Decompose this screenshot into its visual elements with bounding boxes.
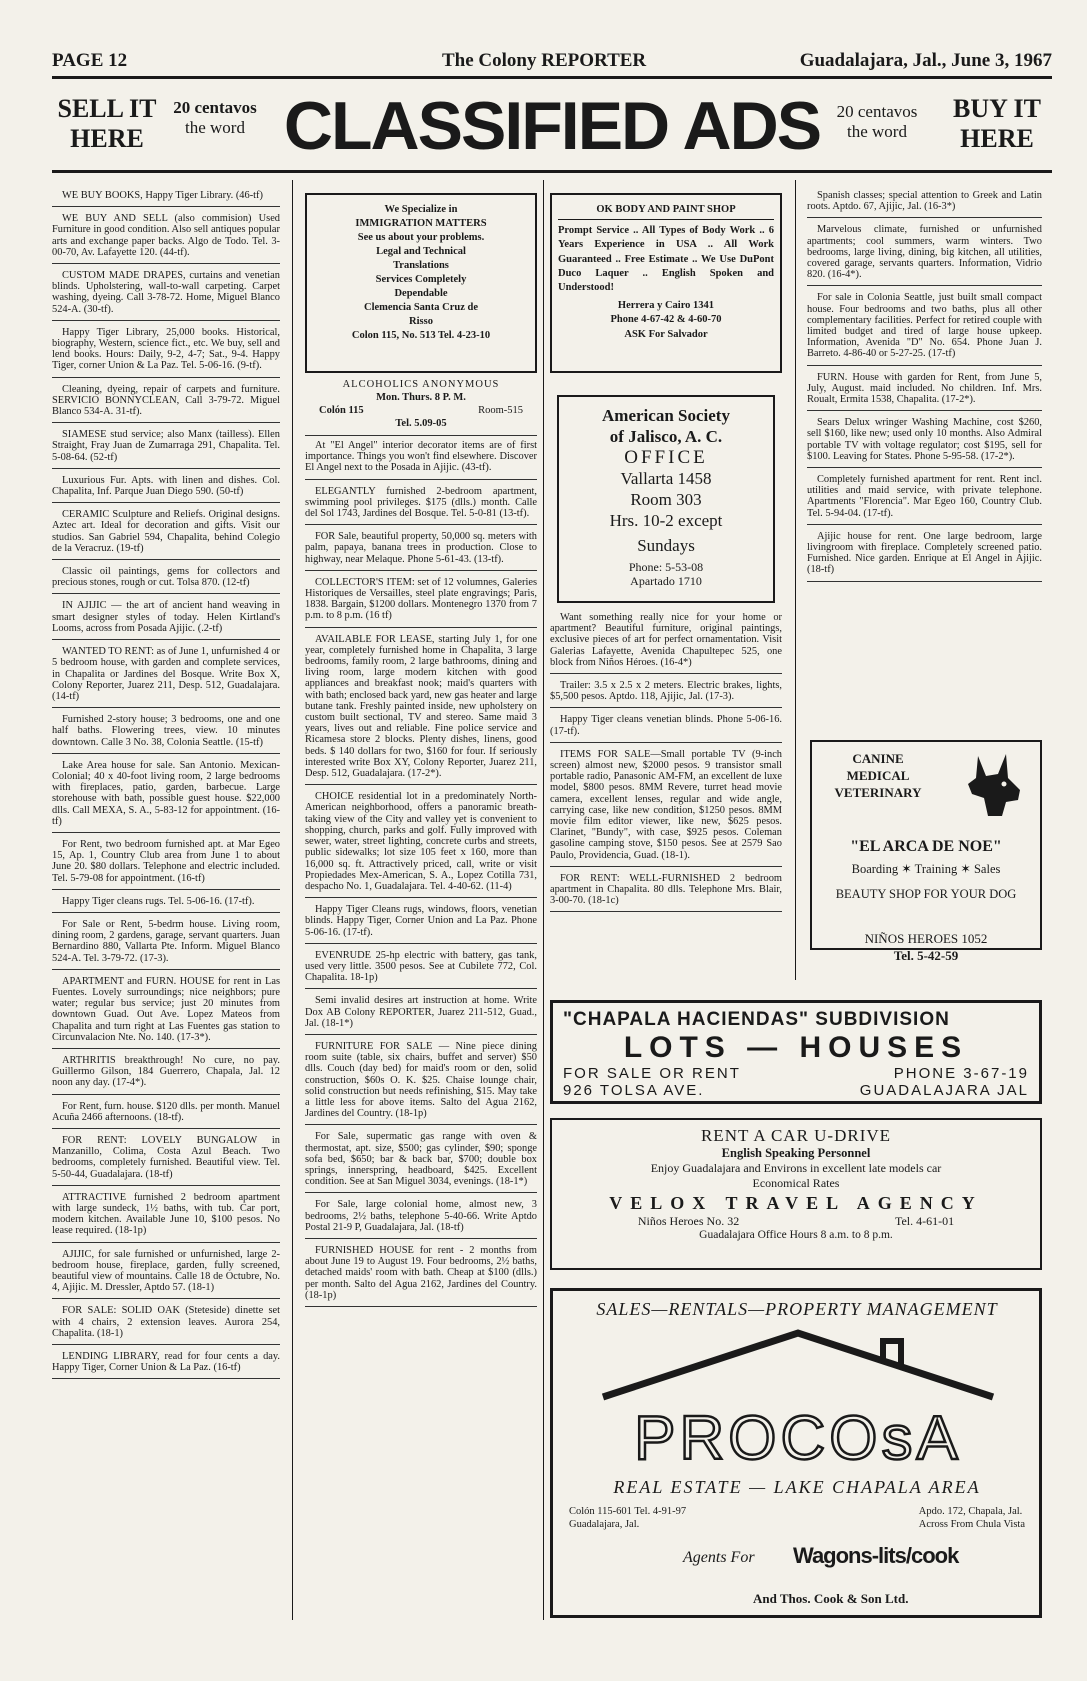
ad-text: ITEMS FOR SALE—Small portable TV (9-inch screen) almost new, $2000 pesos. 9 transistor small portable radio, Panasonic AM-FM, an excellent de luxe model, $800 pesos. 8MM Revere, turret head movie camera, excellent lenses, regular and wide angle, carrying case, like new condition, $1250 pesos. 8MM movie film editor viewer, like new, $625 pesos. Clarinet, "Bundy", with case, $925 pesos. Coleman gasoline camping stove, $150 pesos. See at 2579 Sao Paulo, Providencia, Guad. (18-1). [550, 748, 782, 861]
classified-ad [550, 873, 782, 913]
body-shop-ask: ASK For Salvador [624, 328, 708, 340]
classified-ad [305, 1041, 537, 1125]
classified-ad [52, 760, 280, 833]
chapala-city: GUADALAJARA JAL [859, 1082, 1029, 1099]
imm-line: Colon 115, No. 513 Tel. 4-23-10 [351, 330, 491, 341]
classified-ad [52, 270, 280, 321]
ad-text: CHOICE residential lot in a predominately North-American neighborhood, offers a panoramic breath-taking view of the City and valley yet is convenient to shopping, church, parks and golf. Fully improved with sewer, water, street lighting, concrete curbs and streets, public sidewalks; lot size 105 feet x 160, more than 16,000 sq. ft. Attractively priced, call, write or visit Propiedades Mex-American, S. A., Lopez Cotilla 731, despacho No. 1, Guadalajara. Tel. 4-40-62. (11-4) [305, 791, 537, 892]
body-shop-title: OK BODY AND PAINT SHOP [558, 203, 774, 220]
imm-line: Risso [409, 316, 433, 327]
dateline: Guadalajara, Jal., June 3, 1967 [799, 50, 1052, 71]
price-left-line1: 20 centavos [173, 98, 257, 117]
ad-text: Marvelous climate, furnished or unfurnished apartments; cool summers, warm winters. Two bedrooms, large living, dining, big kitchen, all utilities, covered garage, servants quarters. Information, Vidrio 820. (16-4*). [807, 224, 1042, 281]
alcoholics-anonymous-ad [305, 378, 537, 436]
rentacar-line: Enjoy Guadalajara and Environs in excellent late models car [650, 1161, 942, 1175]
classified-ad [52, 919, 280, 970]
classified-ad [52, 213, 280, 264]
classified-ad [52, 1135, 280, 1186]
procosa-address-line: Colón 115-601 Tel. 4-91-97 [569, 1506, 687, 1517]
classified-ad [550, 680, 782, 708]
ad-text: Cleaning, dyeing, repair of carpets and furniture. SERVICIO BONNYCLEAN, Call 3-79-72. Miguel Blanco 534-A. 31-tf). [52, 383, 280, 418]
vet-beauty: BEAUTY SHOP FOR YOUR DOG [835, 887, 1017, 901]
ad-text: AJIJIC, for sale furnished or unfurnished, large 2-bedroom house, fireplace, garden, fully screened, beautiful view of mountains. Calle 18 de Octubre, No. 4, Ajijic. M. Dressler, Aptdo 57. (18-1) [52, 1248, 280, 1294]
ad-text: Happy Tiger Cleans rugs, windows, floors, venetian blinds. Happy Tiger, Corner Union and La Paz. Phone 5-06-16. (17-tf). [305, 904, 537, 938]
classified-ad [52, 1101, 280, 1129]
classified-ad [305, 995, 537, 1035]
classified-ad [305, 634, 537, 786]
vet-title [818, 750, 938, 801]
dog-head-icon [958, 750, 1028, 820]
classified-ad [550, 749, 782, 867]
thos-cook: And Thos. Cook & Son Ltd. [753, 1591, 909, 1606]
classified-ad [807, 292, 1042, 365]
ad-text: AVAILABLE FOR LEASE, starting July 1, for one year, completely furnished home in Chapalita, 3 large bedrooms, family room, 2 large bathrooms, dining and living room, large modern kitchen with good appliances and breakfast nook; maid's quarters with with bath; enclosed back yard, new gas heater and large butane tank. Freshly painted inside, new upholstery on custom built sectional, TV and stereo. Same maid 3 years, lives out and reliable. Fine police service and Ricamesa store 2 blocks. Plenty dishes, linens, good beds. $ 140 dollars for two, $160 for four. If seriously interested write Box XY, Colony Reporter, Juarez 211, Desp. 512, Guadalajara. (17-2*). [305, 633, 537, 780]
american-society-ad [557, 395, 775, 603]
ad-text: FURN. House with garden for Rent, from June 5, July, August. maid included. No children. Inf. Mrs. Roualt, Ermita 1538, Chapalita. (17-2*). [807, 371, 1042, 406]
ad-text: ELEGANTLY furnished 2-bedroom apartment, swimming pool privileges. $175 (dlls.) month. Calle del Sol 1743, Jardines del Bosque. Tel. 5-0-81 (13-tf). [305, 485, 537, 520]
ams-line: Vallarta 1458 [620, 469, 712, 488]
ad-text: For sale in Colonia Seattle, just built small compact house. Four bedrooms and two baths, plus all other complementary facilities. Perfect for retired couple with limited budget and tired of large house upkeep. Information, Avenida "D" No. 654. Phone Juan J. Barreto. 4-86-40 or 5-27-25. (17-tf) [807, 292, 1042, 360]
imm-line: IMMIGRATION MATTERS [355, 218, 487, 229]
ad-text: ATTRACTIVE furnished 2 bedroom apartment with large sundeck, 1½ baths, with tub. Car port, modern kitchen. Available June 10, $100 pesos. No lease required. (18-1p) [52, 1191, 280, 1237]
price-right-line2: the word [847, 122, 907, 141]
rentacar-title: RENT A CAR U-DRIVE [700, 1126, 892, 1145]
alc-tel: Tel. 5.09-05 [395, 418, 447, 429]
rentacar-address: Niños Heroes No. 32 [637, 1214, 740, 1228]
rentacar-line: English Speaking Personnel [721, 1146, 871, 1160]
chapala-title: "CHAPALA HACIENDAS" SUBDIVISION [563, 1009, 950, 1030]
vet-name: "EL ARCA DE NOE" [850, 838, 1002, 855]
vet-services: Boarding ✶ Training ✶ Sales [851, 862, 1001, 876]
classified-ad [550, 714, 782, 742]
vet-title-line: VETERINARY [834, 785, 922, 800]
immigration-ad [305, 193, 537, 373]
chapala-lots-houses: LOTS — HOUSES [623, 1031, 969, 1064]
price-right [832, 102, 922, 142]
alc-hours: Mon. Thurs. 8 P. M. [376, 392, 466, 403]
ad-text: Ajijic house for rent. One large bedroom, large livingroom with fireplace. Completely screened patio. Furnished. Nice garden. Enrique at El Angel in Ajijic. (18-tf) [807, 530, 1042, 576]
ad-text: For Rent, furn. house. $120 dlls. per month. Manuel Acuña 2466 afternoons. (18-tf). [52, 1100, 280, 1123]
classified-ad [52, 1192, 280, 1243]
classified-ad [550, 612, 782, 674]
procosa-address-line: Guadalajara, Jal. [569, 1519, 640, 1530]
classified-ad [52, 976, 280, 1049]
rentacar-contact [560, 1214, 1032, 1229]
ad-text: FURNISHED HOUSE for rent - 2 months from about June 19 to August 19. Four bedrooms, 2½ baths, detached maids' room with bath. Cheap at $100 (dlls.) per month. Salto del Agua 2162, Jardines del Country. (18-1p) [305, 1244, 537, 1301]
ad-text: FURNITURE FOR SALE — Nine piece dining room suite (table, six chairs, buffet and server) $50 dlls. Couch (day bed) for maid's room or den, solid construction, $60s O. K. $25. Chaise lounge chair, solid construction but needs refinishing, $15. May take a little less for above items. Salto del Agua 2162, Jardines del Country. (18-1p) [305, 1040, 537, 1120]
ad-text: EVENRUDE 25-hp electric with battery, gas tank, used very little. 3500 pesos. See at Cubilete 772, Col. Chapalita. 18-1p) [305, 949, 537, 984]
price-left-line2: the word [185, 118, 245, 137]
ad-text: FOR Sale, beautiful property, 50,000 sq. meters with palm, papaya, banana trees in production. Close to highway, near Melaque. Phone 5-61-43. (13-tf). [305, 531, 537, 565]
body-shop-phone: Phone 4-67-42 & 4-60-70 [610, 314, 722, 326]
classified-ad [52, 839, 280, 890]
classified-ad [52, 509, 280, 560]
classified-ad [52, 429, 280, 469]
classified-ad [52, 384, 280, 424]
column-divider [292, 180, 293, 1620]
imm-line: Dependable [394, 288, 448, 299]
ams-phone: Phone: 5-53-08 [628, 560, 704, 574]
chapala-phone: PHONE 3-67-19 [893, 1065, 1029, 1082]
page-header [52, 48, 1052, 74]
ad-text: For Sale, large colonial home, almost new, 3 bedrooms, 2½ baths, telephone 5-40-66. Write Aptdo Postal 21-9 P, Guadalajara, Jal. (18-tf) [305, 1199, 537, 1233]
ad-text: WE BUY BOOKS, Happy Tiger Library. (46-tf) [62, 190, 263, 201]
procosa-address-line: Apdo. 172, Chapala, Jal. [918, 1506, 1023, 1517]
price-left [170, 98, 260, 138]
ad-text: FOR RENT: LOVELY BUNGALOW in Manzanillo, Colima, Costa Azul Beach. Two bedrooms, completely furnished. Beautiful view. Tel. 5-50-44, Guadalajara. (18-tf) [52, 1135, 280, 1180]
classified-ad [305, 791, 537, 898]
ad-text: COLLECTOR'S ITEM: set of 12 volumnes, Galeries Historiques de Versailles, steel plate engravings; Paris, 1838. Bargain, $1200 dollars. Montenegro 1370 from 7 p.m. to 8 p.m. (16 tf) [305, 576, 537, 622]
procosa-address-right [919, 1505, 1025, 1531]
classified-ad [305, 1199, 537, 1239]
ad-text: Lake Area house for sale. San Antonio. Mexican-Colonial; 40 x 40-foot living room, 2 large bedrooms with fireplaces, patio, garden, barbecue. Large storehouse with bath, possible guest house. $22,000 dlls. Call MEXA, S. A., 5-83-12 for appointment. (16-tf) [52, 759, 280, 827]
classified-banner [52, 88, 1052, 164]
body-shop-ad [550, 193, 782, 373]
ad-text: For Sale or Rent, 5-bedrm house. Living room, dining room, 2 gardens, garage, servant quarters. Juan Bernardino 880, Vallarta Pte. Inform. Miguel Blanco 524-A. Tel. 3-79-72. (17-3). [52, 918, 280, 964]
classified-ad [305, 440, 537, 480]
vet-title-line: MEDICAL [846, 768, 910, 783]
classified-ad [305, 1245, 537, 1307]
buy-line1: BUY IT [953, 94, 1041, 123]
classified-ad [807, 190, 1042, 218]
imm-line: We Specialize in [384, 204, 458, 215]
classified-ad [807, 531, 1042, 582]
ams-line: Sundays [637, 536, 695, 555]
ad-text: CUSTOM MADE DRAPES, curtains and venetian blinds. Upholstering, wall-to-wall carpeting. Carpet washing, dyeing. Call 3-78-72. Home, Miguel Blanco 524-A. (30-tf). [52, 270, 280, 315]
chapala-row [563, 1082, 1029, 1099]
ad-text: Classic oil paintings, gems for collectors and precious stones, rough or cut. Tolsa 870. (12-tf) [52, 566, 280, 589]
classified-ad [52, 566, 280, 594]
sell-line1: SELL IT [57, 94, 157, 123]
ams-line: American Society [602, 406, 730, 425]
ad-text: ARTHRITIS breakthrough! No cure, no pay. Guillermo Gilson, 184 Guerrero, Chapala, Jal. 12 noon any day. (17-4*). [52, 1054, 280, 1089]
sell-it-here [52, 94, 162, 154]
ad-text: LENDING LIBRARY, read for four cents a day. Happy Tiger, Corner Union & La Paz. (16-tf) [52, 1351, 280, 1374]
ad-text: WANTED TO RENT: as of June 1, unfurnished 4 or 5 bedroom house, with garden and complete services, in Chapalita or Jardines del Bosque. Write Box X, Colony Reporter, Juarez 211, Desp. 512, Guadalajara. (14-tf) [52, 646, 280, 702]
ad-text: Want something really nice for your home or apartment? Beautiful furniture, original paintings, exclusive pieces of art for perfect ornamentation. Visit Galerias Lafayette, Avenida Chapultepec 525, one block from Niños Héroes. (16-4*) [550, 612, 782, 668]
classified-ad [305, 531, 537, 571]
ad-text: Happy Tiger Library, 25,000 books. Historical, biography, Western, science fict., etc. We buy, sell and lend books. Hours: Daily, 9-2, 4-7; Sat., 9-4. Happy Tiger, corner Union & La Paz. Tel. 5-06-16. (9-tf). [52, 326, 280, 372]
ad-text: FOR RENT: WELL-FURNISHED 2 bedroom apartment in Chapalita. 80 dlls. Telephone Mrs. Blair, 3-00-70. (18-1c) [550, 872, 782, 907]
classified-ad [52, 600, 280, 640]
vet-address: NIÑOS HEROES 1052 [864, 931, 988, 946]
buy-it-here [942, 94, 1052, 154]
procosa-subtitle: REAL ESTATE — LAKE CHAPALA AREA [613, 1477, 981, 1497]
column-divider [543, 180, 544, 1620]
classified-ad [305, 486, 537, 526]
ams-line: of Jalisco, A. C. [609, 427, 723, 446]
imm-line: See us about your problems. [357, 232, 485, 243]
imm-line: Clemencia Santa Cruz de [363, 302, 479, 313]
procosa-ad [550, 1288, 1042, 1618]
classified-ad [52, 646, 280, 708]
ad-text: IN AJIJIC — the art of ancient hand weaving in smart designer styles of today. Helen Kirtland's Looms, across from Posada Ajijic. (.2-tf) [52, 600, 280, 634]
body-shop-address: Herrera y Cairo 1341 [617, 300, 715, 312]
header-rule [52, 76, 1052, 79]
ad-text: Spanish classes; special attention to Greek and Latin roots. Aptdo. 67, Ajijic, Jal. (16-3*) [807, 190, 1042, 213]
chapala-sale: FOR SALE OR RENT [563, 1065, 741, 1082]
rent-a-car-ad [550, 1118, 1042, 1270]
classified-ad [52, 714, 280, 754]
ad-text: For Sale, supermatic gas range with oven & thermostat, apt. size, $500; gas cylinder, $90; sponge sofa bed, $650; bar & back bar, $700; double box springs, innerspring, headboard, $425. Excellent condition. See at San Miguel 3034, evenings. (18-1*) [305, 1131, 537, 1188]
ad-text: For Rent, two bedroom furnished apt. at Mar Egeo 15, Ap. 1, Country Club area from June 1 to about June 20. $80 dollars. Telephone and electric included. Tel. 5-79-08 for appointment. (16-tf) [52, 838, 280, 884]
column-2 [305, 440, 537, 1313]
ad-text: CERAMIC Sculpture and Reliefs. Original designs. Aztec art. Ideal for decoration and gifts. Visit our studios. San Gabriel 594, Chapalita, behind Colegio de la Veracruz. (19-tf) [52, 509, 280, 554]
column-4 [807, 190, 1042, 588]
classified-ad [52, 475, 280, 503]
classified-ad [807, 417, 1042, 468]
classified-ad [52, 1249, 280, 1300]
alc-address-row [305, 404, 537, 417]
ad-text: Sears Delux wringer Washing Machine, cost $260, sell $160, like new; used only 10 months. Also Admiral portable TV with voltage regulator; cost $195, sell for $100. Leaving for States. Phone 5-95-58. (17-2*). [807, 417, 1042, 462]
column-1 [52, 190, 280, 1385]
page-number: PAGE 12 [52, 50, 128, 71]
newspaper-name: The Colony REPORTER [442, 50, 647, 71]
procosa-tagline: SALES—RENTALS—PROPERTY MANAGEMENT [596, 1299, 998, 1319]
classified-ad [807, 224, 1042, 286]
classified-ad [807, 474, 1042, 525]
imm-line: Translations [393, 260, 449, 271]
rentacar-line: Economical Rates [752, 1176, 840, 1190]
classified-title: CLASSIFIED ADS [283, 88, 821, 164]
price-right-line1: 20 centavos [836, 102, 918, 121]
procosa-address-left [569, 1505, 686, 1531]
velox-agency: VELOX TRAVEL AGENCY [609, 1193, 983, 1213]
classified-ad [52, 1305, 280, 1345]
sell-line2: HERE [70, 124, 144, 153]
body-shop-text: Prompt Service .. All Types of Body Work .. 6 Years Experience in USA .. All Work Guaranteed .. Free Estimate .. We Use DuPont Duco Laquer .. English Spoken and Understood! [558, 225, 774, 294]
ad-text: SIAMESE stud service; also Manx (tailless). Ellen Straight, Fray Juan de Zumarraga 291, Chapalita. Tel. 5-08-64. (52-tf) [52, 429, 280, 463]
ams-line: Room 303 [630, 490, 702, 509]
alc-title: ALCOHOLICS ANONYMOUS [342, 379, 500, 390]
chapala-haciendas-ad [550, 1000, 1042, 1104]
vet-title-line: CANINE [852, 751, 904, 766]
classified-ad [52, 1055, 280, 1095]
column-divider [795, 180, 796, 980]
ad-text: Happy Tiger cleans venetian blinds. Phone 5-06-16. (17-tf). [550, 714, 782, 737]
ad-text: FOR SALE: SOLID OAK (Steteside) dinette set with 4 chairs, 2 extension leaves. Aurora 254, Chapalita. (18-1) [52, 1305, 280, 1339]
procosa-agents: Agents For [683, 1549, 755, 1566]
classified-ad [807, 372, 1042, 412]
imm-line: Services Completely [375, 274, 467, 285]
ad-text: APARTMENT and FURN. HOUSE for rent in Las Fuentes. Lovely surroundings; nice neighbors; pure water; regular bus service; just 20 minutes from downtown Guad. Out Ave. Lopez Mateos from Chapalita and turn right at Las Fuentes gas station to Circunvalacion Nte. No. 140. (17-3*). [52, 975, 280, 1043]
ams-apartado: Apartado 1710 [630, 574, 702, 588]
alc-address: Colón 115 [319, 405, 364, 416]
ad-text: WE BUY AND SELL (also commision) Used Furniture in good condition. Also sell antiques popular arts and exchange paper backs. Algo de Todo. Tel. 3-00-70, Av. Lafayette 120. (44-tf). [52, 213, 280, 258]
ad-text: Semi invalid desires art instruction at home. Write Dox AB Colony REPORTER, Juarez 211-512, Guad., Jal. (18-1*) [305, 995, 537, 1029]
classified-ad [305, 904, 537, 944]
wagons-lits-logo: Wagons-lits/cook [793, 1543, 959, 1568]
vet-tel: Tel. 5-42-59 [893, 948, 959, 963]
ad-text: Completely furnished apartment for rent. Rent incl. utilities and maid service, with private telephone. Apartments "Florencia". Mar Egeo 160, Country Club. Tel. 5-94-04. (17-tf). [807, 474, 1042, 519]
classified-ad [305, 950, 537, 990]
classified-ad [305, 577, 537, 628]
ad-text: Happy Tiger cleans rugs. Tel. 5-06-16. (17-tf). [62, 895, 255, 907]
ad-text: At "El Angel" interior decorator items are of first importance. Things you won't find elsewhere. Discover El Angel next to the Posada in Ajijic. (43-tf). [305, 440, 537, 474]
veterinary-ad [810, 740, 1042, 963]
chapala-row [563, 1065, 1029, 1082]
classified-ad [305, 1131, 537, 1193]
classified-ad [52, 896, 280, 913]
imm-line: Legal and Technical [376, 246, 466, 257]
rentacar-hours: Guadalajara Office Hours 8 a.m. to 8 p.m. [699, 1229, 893, 1241]
column-3 [550, 612, 782, 918]
procosa-address-line: Across From Chula Vista [918, 1519, 1025, 1530]
ad-text: Furnished 2-story house; 3 bedrooms, one and one half baths. Flowering trees, view. 10 minutes downtown. Calle 3 No. 38, Colonia Seattle. (15-tf) [52, 714, 280, 748]
banner-rule [52, 170, 1052, 173]
procosa-logo [583, 1327, 1013, 1475]
alc-room: Room-515 [478, 405, 523, 416]
chapala-address: 926 TOLSA AVE. [563, 1082, 705, 1099]
classified-ad [52, 190, 280, 207]
classified-ad [52, 1351, 280, 1379]
ams-line: Hrs. 10-2 except [609, 511, 723, 530]
buy-line2: HERE [960, 124, 1034, 153]
procosa-logo-text: PROCOsA [634, 1404, 962, 1473]
rentacar-tel: Tel. 4-61-01 [894, 1214, 955, 1228]
ad-text: Luxurious Fur. Apts. with linen and dishes. Col. Chapalita, Inf. Parque Juan Diego 590. (50-tf) [52, 474, 280, 498]
ad-text: Trailer: 3.5 x 2.5 x 2 meters. Electric brakes, lights, $5,500 pesos. Aptdo. 118, Ajijic, Jal. (17-3). [550, 680, 782, 703]
classified-ad [52, 327, 280, 378]
ams-office: OFFICE [624, 447, 708, 468]
